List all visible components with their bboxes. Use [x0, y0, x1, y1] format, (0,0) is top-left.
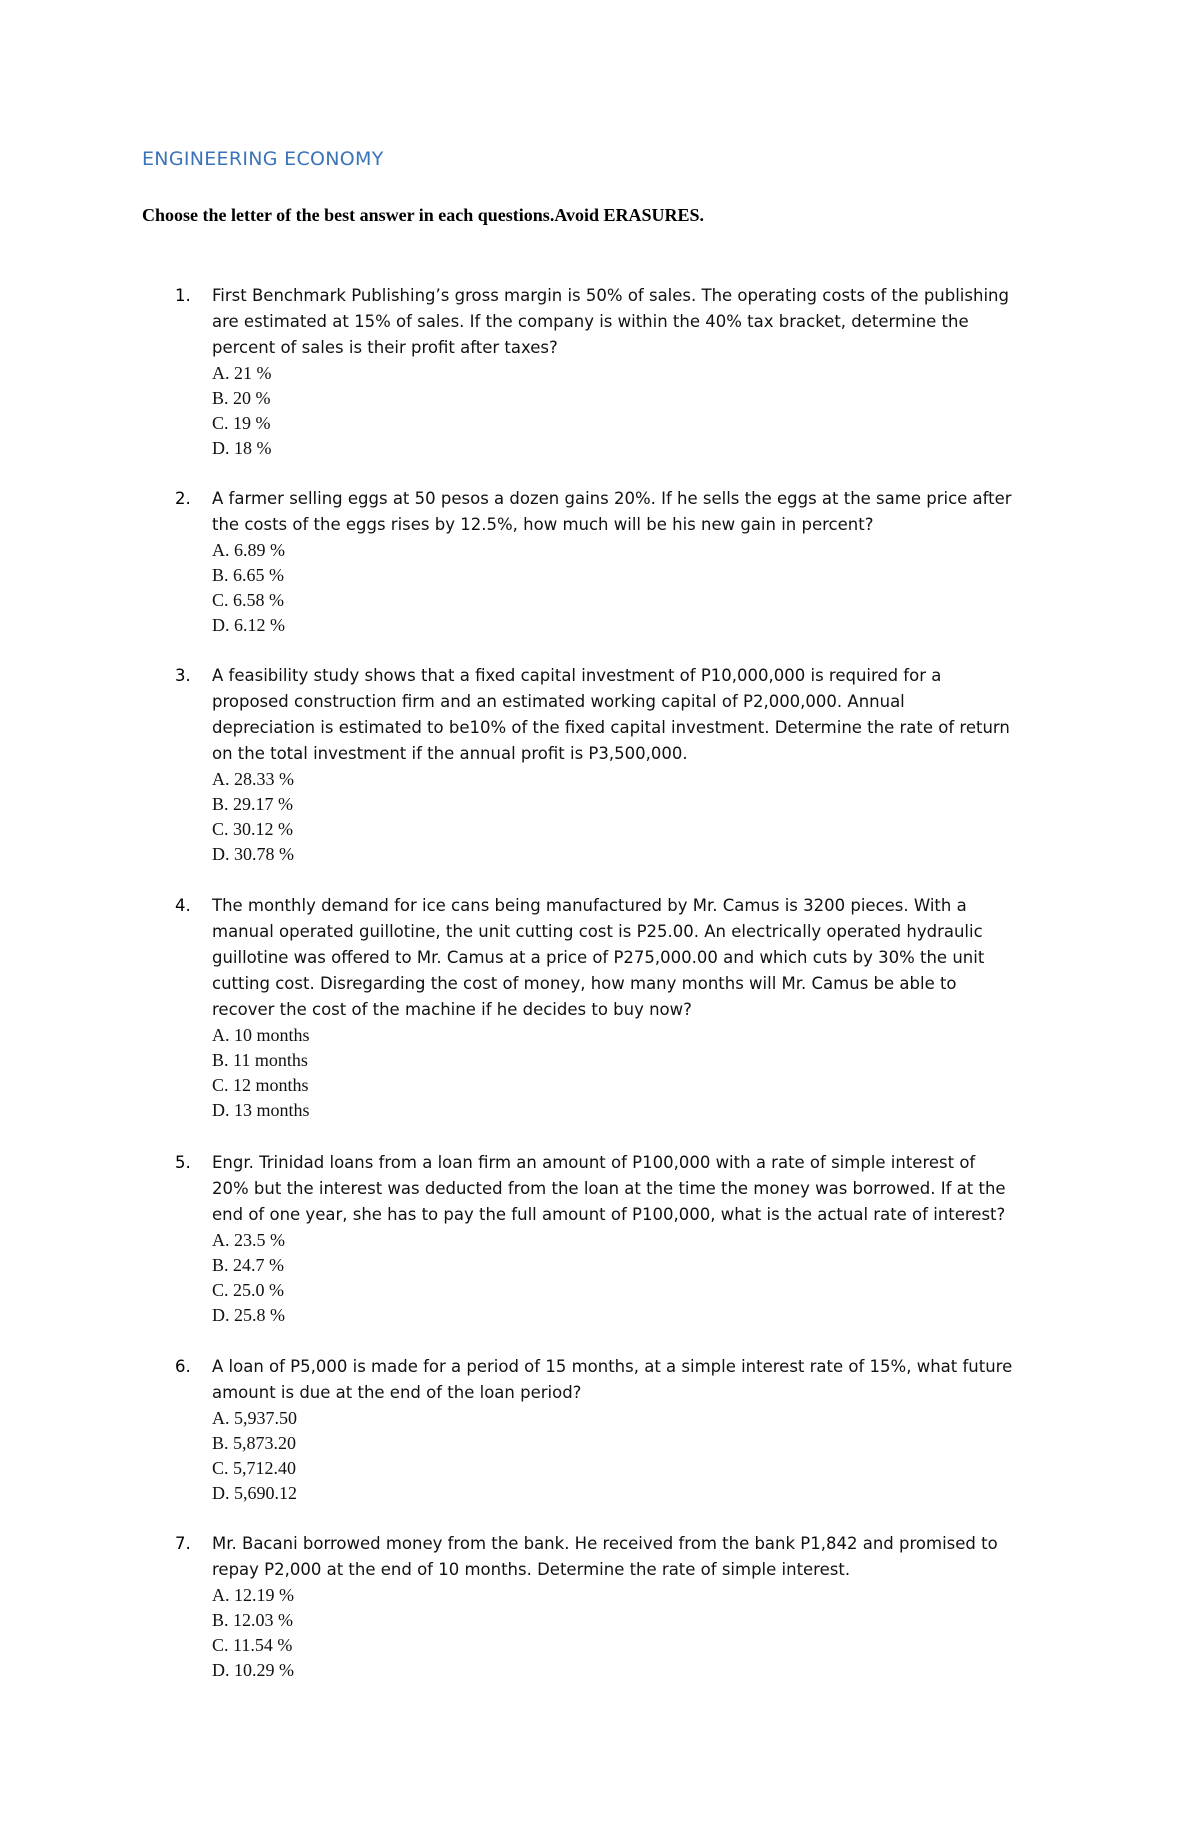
choice-a: A. 28.33 % [212, 769, 294, 789]
question-text-line: amount is due at the end of the loan period? [212, 1383, 582, 1402]
choice-b: B. 24.7 % [212, 1255, 284, 1275]
answer-choices [212, 1406, 1068, 1506]
question-body [212, 1354, 1068, 1506]
answer-choices [212, 1023, 1068, 1123]
choice-d: D. 30.78 % [212, 844, 294, 864]
choice-c: C. 19 % [212, 413, 271, 433]
question-text-line: A feasibility study shows that a fixed capital investment of P10,000,000 is required for a [212, 666, 942, 685]
question-text-line: The monthly demand for ice cans being manufactured by Mr. Camus is 3200 pieces. With a [212, 896, 967, 915]
question-text-line: proposed construction firm and an estimated working capital of P2,000,000. Annual [212, 692, 905, 711]
question-text-line: depreciation is estimated to be10% of the fixed capital investment. Determine the rate of return [212, 718, 1010, 737]
question-text-line: 20% but the interest was deducted from the loan at the time the money was borrowed. If at the [212, 1179, 1006, 1198]
choice-c: C. 25.0 % [212, 1280, 284, 1300]
choice-c: C. 6.58 % [212, 590, 284, 610]
question-body [212, 1531, 1068, 1683]
choice-c: C. 5,712.40 [212, 1458, 297, 1478]
question-text-line: recover the cost of the machine if he decides to buy now? [212, 1000, 692, 1019]
question-number: 3. [175, 666, 191, 685]
choice-b: B. 20 % [212, 388, 271, 408]
instructions: Choose the letter of the best answer in each questions.Avoid ERASURES. [142, 205, 705, 225]
question-number: 5. [175, 1153, 191, 1172]
choice-b: B. 29.17 % [212, 794, 293, 814]
question-text-line: percent of sales is their profit after taxes? [212, 338, 558, 357]
question-text-line: repay P2,000 at the end of 10 months. Determine the rate of simple interest. [212, 1560, 851, 1579]
answer-choices [212, 767, 1068, 867]
question-body [212, 663, 1068, 867]
question-text-line: cutting cost. Disregarding the cost of money, how many months will Mr. Camus be able to [212, 974, 957, 993]
choice-c: C. 11.54 % [212, 1635, 293, 1655]
choice-c: C. 30.12 % [212, 819, 293, 839]
choice-b: B. 12.03 % [212, 1610, 293, 1630]
question-number: 1. [175, 286, 191, 305]
choice-d: D. 6.12 % [212, 615, 285, 635]
choice-a: A. 21 % [212, 363, 272, 383]
answer-choices [212, 1228, 1068, 1328]
choice-a: A. 10 months [212, 1025, 310, 1045]
question-number: 2. [175, 489, 191, 508]
question-text-line: Mr. Bacani borrowed money from the bank. He received from the bank P1,842 and promised to [212, 1534, 998, 1553]
question-text-line: Engr. Trinidad loans from a loan firm an amount of P100,000 with a rate of simple interest of [212, 1153, 976, 1172]
choice-a: A. 6.89 % [212, 540, 285, 560]
choice-d: D. 10.29 % [212, 1660, 294, 1680]
question-body [212, 1150, 1068, 1328]
choice-b: B. 6.65 % [212, 565, 284, 585]
question-text-line: A loan of P5,000 is made for a period of 15 months, at a simple interest rate of 15%, what future [212, 1357, 1013, 1376]
answer-choices [212, 538, 1068, 638]
question-body [212, 893, 1068, 1123]
question-text-line: First Benchmark Publishing’s gross margin is 50% of sales. The operating costs of the publishing [212, 286, 1009, 305]
question-text-line: manual operated guillotine, the unit cutting cost is P25.00. An electrically operated hydraulic [212, 922, 983, 941]
document-title: ENGINEERING ECONOMY [142, 148, 384, 170]
question-text-line: are estimated at 15% of sales. If the company is within the 40% tax bracket, determine the [212, 312, 969, 331]
choice-b: B. 5,873.20 [212, 1433, 297, 1453]
question-text-line: A farmer selling eggs at 50 pesos a dozen gains 20%. If he sells the eggs at the same price after [212, 489, 1012, 508]
choice-b: B. 11 months [212, 1050, 308, 1070]
choice-d: D. 5,690.12 [212, 1483, 297, 1503]
question-number: 7. [175, 1534, 191, 1553]
choice-d: D. 18 % [212, 438, 272, 458]
question-text-line: guillotine was offered to Mr. Camus at a price of P275,000.00 and which cuts by 30% the unit [212, 948, 985, 967]
question-number: 6. [175, 1357, 191, 1376]
choice-d: D. 13 months [212, 1100, 310, 1120]
answer-choices [212, 1583, 1068, 1683]
question-number: 4. [175, 896, 191, 915]
question-text-line: the costs of the eggs rises by 12.5%, how much will be his new gain in percent? [212, 515, 874, 534]
choice-d: D. 25.8 % [212, 1305, 285, 1325]
question-text-line: end of one year, she has to pay the full amount of P100,000, what is the actual rate of interest? [212, 1205, 1006, 1224]
choice-a: A. 23.5 % [212, 1230, 285, 1250]
question-body [212, 486, 1068, 638]
question-body [212, 283, 1068, 461]
choice-c: C. 12 months [212, 1075, 309, 1095]
choice-a: A. 12.19 % [212, 1585, 294, 1605]
choice-a: A. 5,937.50 [212, 1408, 297, 1428]
question-text-line: on the total investment if the annual profit is P3,500,000. [212, 744, 688, 763]
answer-choices [212, 361, 1068, 461]
